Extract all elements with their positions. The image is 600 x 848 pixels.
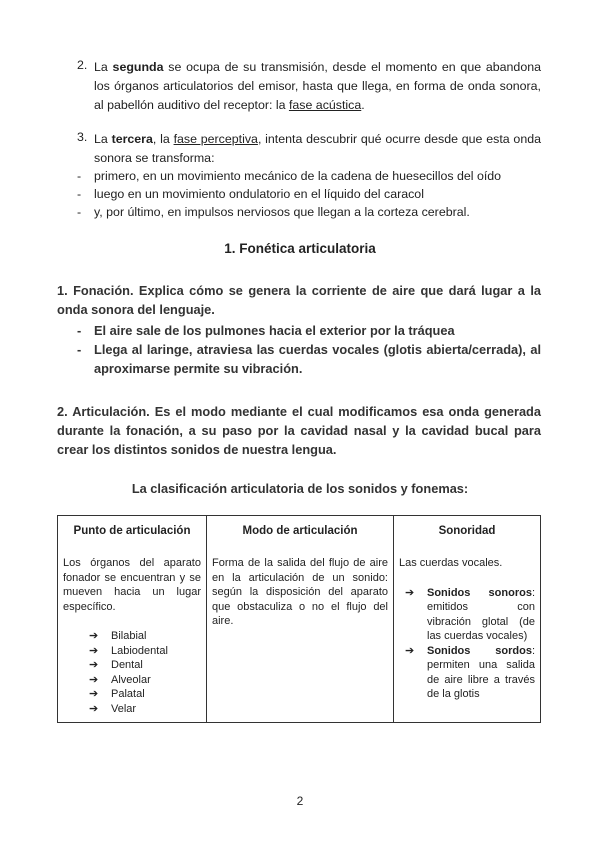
articulacion-paragraph: 2. Articulación. Es el modo mediante el cual modificamos esa onda generada durante la fonación, a su paso por la cavidad nasal y la cavidad bucal para crear los distintos sonidos de nuestra lengua.: [57, 404, 541, 457]
punto-list: [63, 629, 201, 716]
list-item: ➔ Palatal: [89, 688, 145, 700]
arrow-icon: ➔: [89, 659, 99, 671]
arrow-icon: ➔: [89, 688, 99, 700]
list-item: - luego en un movimiento ondulatorio en el líquido del caracol: [77, 187, 424, 201]
fonacion-list: [0, 321, 541, 378]
list-item: ➔ Alveolar: [89, 673, 151, 686]
classification-table: [57, 515, 541, 723]
list-item: - primero, en un movimiento mecánico de la cadena de huesecillos del oído: [77, 169, 502, 183]
arrow-icon: ➔: [89, 644, 99, 657]
list-item: - Llega al laringe, atraviesa las cuerdas vocales (glotis abierta/cerrada), al aproximarse permite su vibración.: [77, 342, 541, 376]
header-punto: Punto de articulación: [58, 516, 207, 547]
list-item: ➔ Sonidos sordos: permiten una salida de aire libre a través de la glotis: [405, 644, 535, 700]
section-title: 1. Fonética articulatoria: [224, 241, 376, 256]
list-item: ➔ Labiodental: [89, 644, 168, 657]
sonoridad-text: Las cuerdas vocales.: [399, 557, 503, 569]
cell-sonoridad: [394, 546, 541, 723]
list-item: - y, por último, en impulsos nerviosos que llegan a la corteza cerebral.: [77, 205, 470, 219]
page-number: 2: [296, 794, 304, 808]
cell-modo: [207, 546, 394, 723]
list-item: ➔ Velar: [89, 702, 137, 715]
list-item: - El aire sale de los pulmones hacia el exterior por la tráquea: [77, 323, 455, 338]
list-item: ➔ Bilabial: [89, 630, 147, 642]
punto-text: Los órganos del aparato fonador se encuentran y se mueven hacia un lugar específico.: [63, 557, 201, 613]
list-number: 2.: [77, 58, 88, 72]
cell-punto: [58, 546, 207, 723]
arrow-icon: ➔: [89, 630, 99, 642]
bullet-list: [0, 167, 560, 221]
sonoridad-list: [399, 586, 535, 702]
list-number: 3.: [77, 130, 88, 144]
arrow-icon: ➔: [405, 586, 415, 599]
arrow-icon: ➔: [405, 644, 415, 657]
arrow-icon: ➔: [89, 702, 99, 715]
table-title: La clasificación articulatoria de los sonidos y fonemas:: [131, 481, 469, 496]
header-modo: Modo de articulación: [207, 516, 394, 547]
item-segunda: La segunda se ocupa de su transmisión, desde el momento en que abandona los órganos articulatorios del emisor, hasta que llega, en forma de onda sonora, al pabellón auditivo del receptor: la fase acústica.: [94, 60, 541, 112]
modo-text: Forma de la salida del flujo de aire en la articulación de un sonido: según la disposición del aparato que obstaculiza o no el flujo del aire.: [212, 557, 388, 627]
item-tercera: La tercera, la fase perceptiva, intenta descubrir qué ocurre desde que esta onda sonora se transforma:: [94, 132, 541, 165]
arrow-icon: ➔: [89, 673, 99, 686]
list-item: ➔ Dental: [89, 659, 143, 671]
header-sonoridad: Sonoridad: [394, 516, 541, 547]
list-item: ➔ Sonidos sonoros: emitidos con vibración glotal (de las cuerdas vocales): [405, 586, 535, 642]
fonacion-paragraph: 1. Fonación. Explica cómo se genera la corriente de aire que dará lugar a la onda sonora del lenguaje.: [57, 283, 541, 317]
